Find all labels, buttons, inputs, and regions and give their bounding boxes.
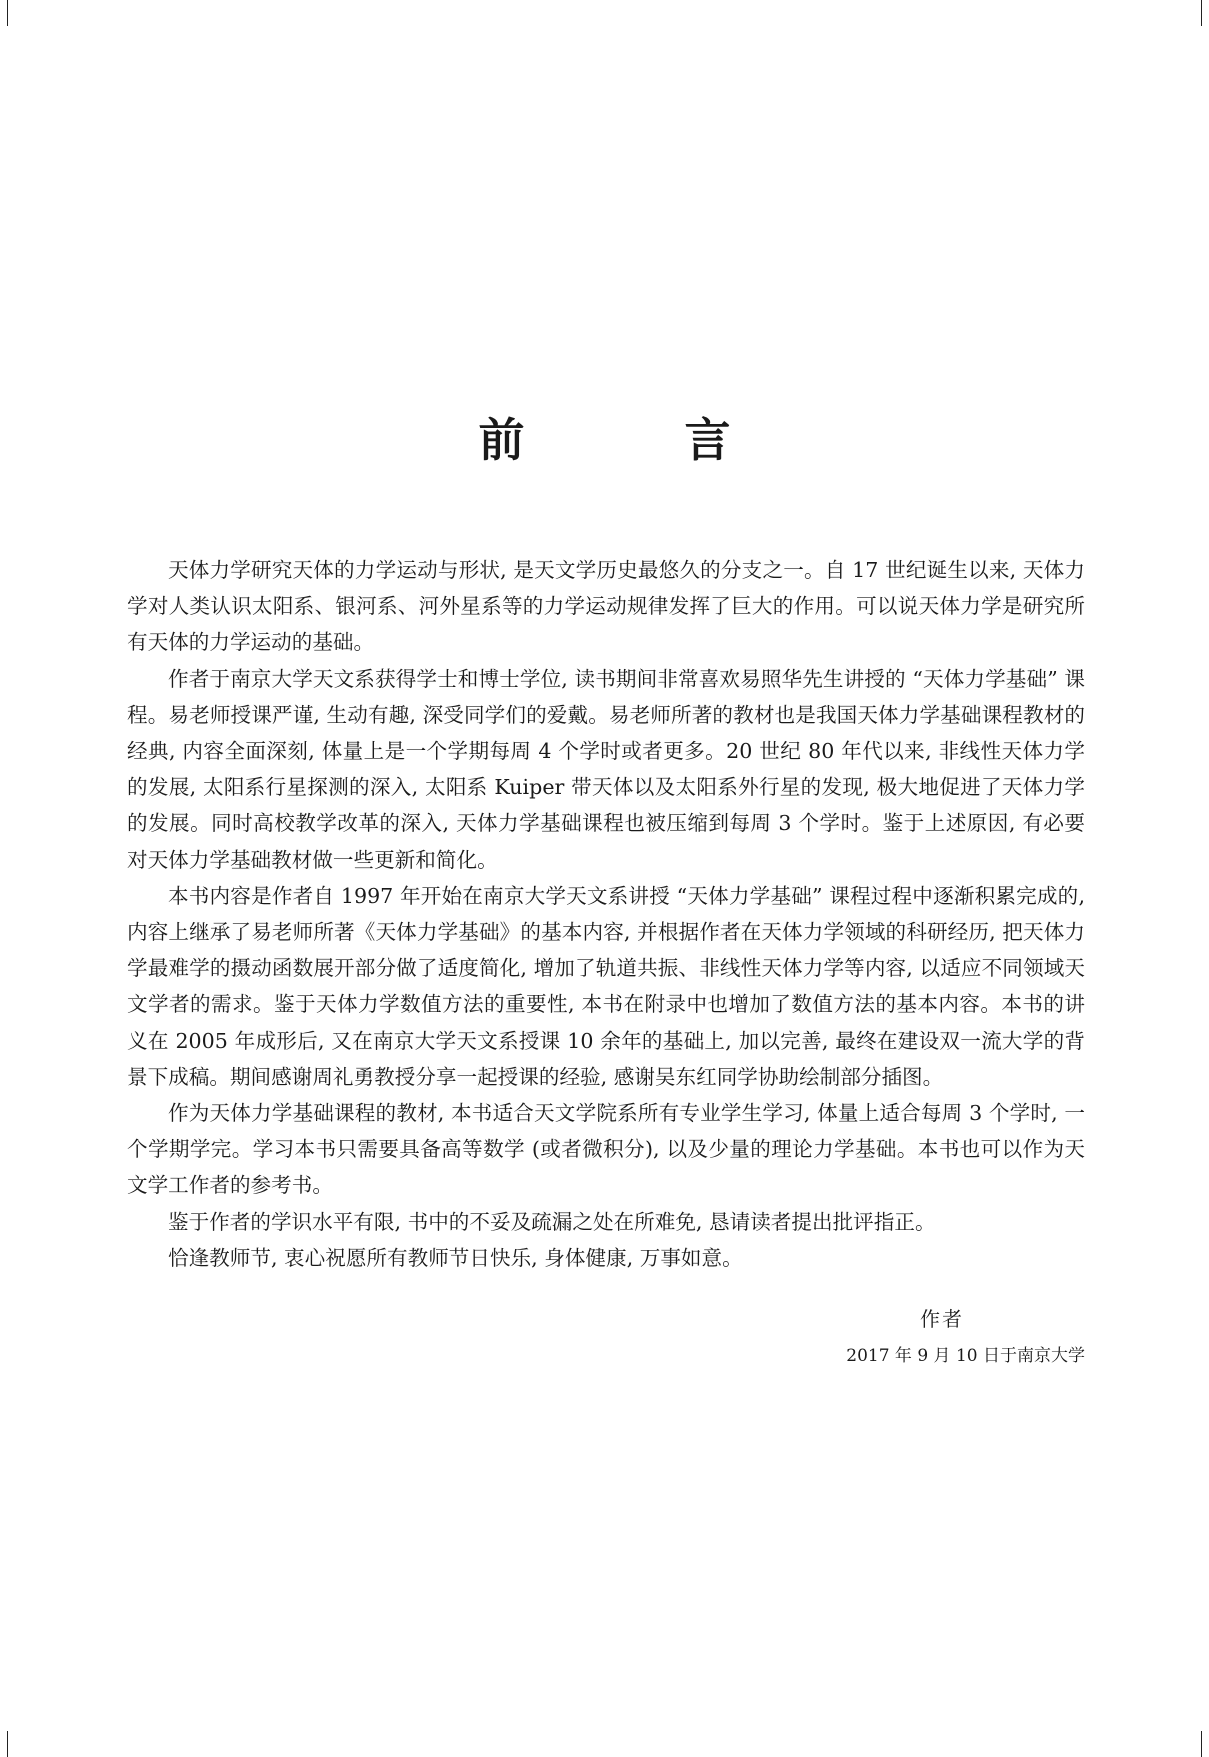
crop-mark-bottom-right (1201, 1731, 1202, 1757)
paragraph-3: 本书内容是作者自 1997 年开始在南京大学天文系讲授 “天体力学基础” 课程过程中逐渐积累完成的, 内容上继承了易老师所著《天体力学基础》的基本内容, 并根据作者在天体力学领域的科研经历, 把天体力学最难学的摄动函数展开部分做了适度简化, 增加了轨道共振、非线性天体力学等内容, 以适应不同领域天文学者的需求。鉴于天体力学数值方法的重要性, 本书在附录中也增加了数值方法的基本内容。本书的讲义在 2005 年成形后, 又在南京大学天文系授课 10 余年的基础上, 加以完善, 最终在建设双一流大学的背景下成稿。期间感谢周礼勇教授分享一起授课的经验, 感谢吴东红同学协助绘制部分插图。 (127, 883, 1085, 1089)
paragraph-4: 作为天体力学基础课程的教材, 本书适合天文学院系所有专业学生学习, 体量上适合每周 3 个学时, 一个学期学完。学习本书只需要具备高等数学 (或者微积分), 以及少量的理论力学基础。本书也可以作为天文学工作者的参考书。 (127, 1101, 1085, 1198)
date-place: 2017 年 9 月 10 日于南京大学 (846, 1346, 1085, 1366)
page-title: 前 言 (478, 413, 803, 467)
preface-body (127, 552, 1085, 1276)
paragraph-2: 作者于南京大学天文系获得学士和博士学位, 读书期间非常喜欢易照华先生讲授的 “天体力学基础” 课程。易老师授课严谨, 生动有趣, 深受同学们的爱戴。易老师所著的教材也是我国天体力学基础课程教材的经典, 内容全面深刻, 体量上是一个学期每周 4 个学时或者更多。20 世纪 80 年代以来, 非线性天体力学的发展, 太阳系行星探测的深入, 太阳系 Kuiper 带天体以及太阳系外行星的发现, 极大地促进了天体力学的发展。同时高校教学改革的深入, 天体力学基础课程也被压缩到每周 3 个学时。鉴于上述原因, 有必要对天体力学基础教材做一些更新和简化。 (127, 666, 1085, 872)
crop-mark-bottom-left (7, 1731, 8, 1757)
paragraph-6: 恰逢教师节, 衷心祝愿所有教师节日快乐, 身体健康, 万事如意。 (168, 1245, 743, 1270)
crop-mark-top-right (1201, 0, 1202, 26)
paragraph-1: 天体力学研究天体的力学运动与形状, 是天文学历史最悠久的分支之一。自 17 世纪诞生以来, 天体力学对人类认识太阳系、银河系、河外星系等的力学运动规律发挥了巨大的作用。可以说天体力学是研究所有天体的力学运动的基础。 (127, 558, 1085, 655)
author-signature: 作者 (920, 1307, 964, 1331)
crop-mark-top-left (7, 0, 8, 26)
paragraph-5: 鉴于作者的学识水平有限, 书中的不妥及疏漏之处在所难免, 恳请读者提出批评指正。 (168, 1209, 936, 1234)
